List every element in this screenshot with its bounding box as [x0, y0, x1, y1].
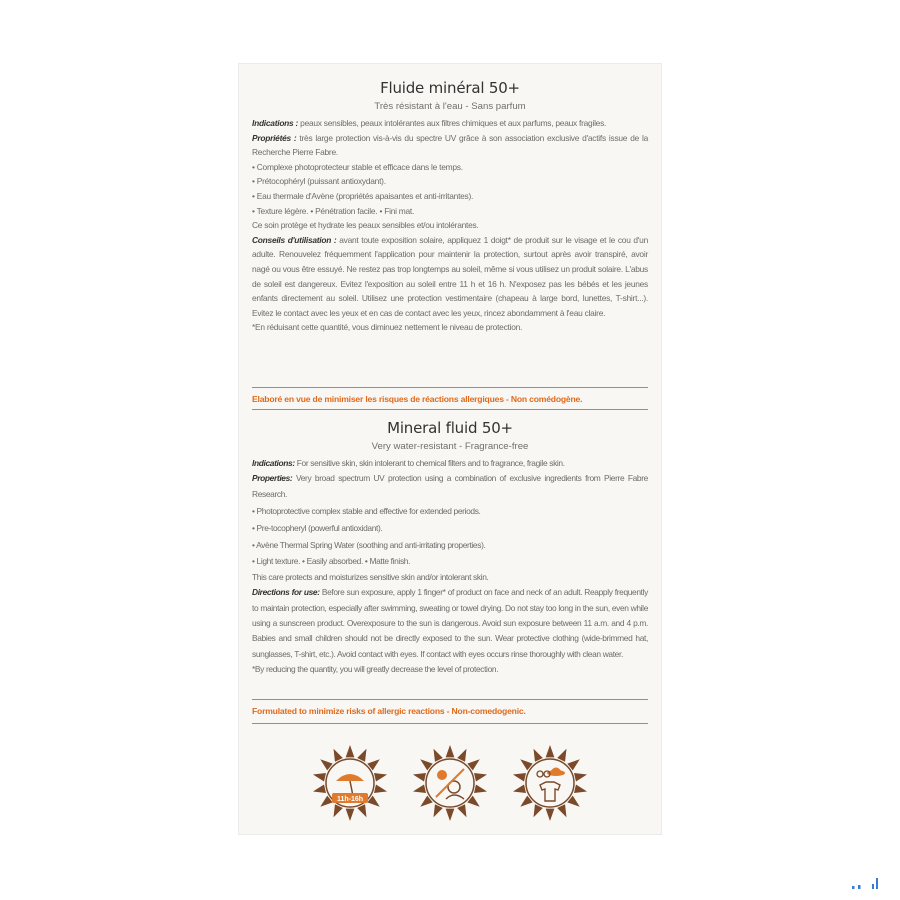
french-indications-text: peaux sensibles, peaux intolérantes aux filtres chimiques et aux parfums, peaux fragiles. [298, 118, 607, 128]
french-bullet: • Complexe photoprotecteur stable et efficace dans le temps. [252, 161, 463, 172]
french-directions-text: avant toute exposition solaire, appliquez 1 doigt* de produit sur le visage et le cou d'un adulte. Renouvelez fréquemment l'application pour maintenir la protection, surtout après avoir transpiré, avoir nagé ou vous être essuyé. Ne restez pas trop longtemps au soleil, même si vous utilisez un produit solaire. L'abus de soleil est dangereux. Evitez l'exposition au soleil entre 11 h et 16 h. N'exposez pas les bébés et les jeunes enfants directement au soleil. Utilisez une protection vestimentaire (chapeau à large bord, lunettes, T-shirt...). Evitez le contact avec les yeux et en cas de contact avec les yeux, rincez abondamment à l'eau claire. [252, 234, 648, 318]
english-properties [252, 471, 648, 502]
sun-baby-icon [410, 743, 490, 823]
english-bullet: • Avène Thermal Spring Water (soothing and anti-irritating properties). [252, 539, 486, 550]
english-properties-label: Properties: [252, 473, 293, 484]
french-bullet: • Eau thermale d'Avène (propriétés apaisantes et anti-irritantes). [252, 190, 474, 201]
divider [252, 387, 648, 388]
english-subtitle: Very water-resistant - Fragrance-free [371, 441, 529, 452]
sun-time-label: 11h-16h [336, 796, 364, 803]
english-section [252, 419, 648, 678]
french-section [252, 79, 648, 335]
english-title: Mineral fluid 50+ [387, 419, 513, 437]
french-bullet: • Prétocophéryl (puissant antioxydant). [252, 176, 386, 187]
english-indications [252, 456, 648, 471]
divider [252, 723, 648, 724]
sun-clothing-icon [510, 743, 590, 823]
french-properties-text: très large protection vis-à-vis du spectre UV grâce à son association exclusive d'actifs issue de la Recherche Pierre Fabre. [252, 132, 649, 158]
sun-umbrella-time-icon [310, 743, 390, 823]
french-properties-label: Propriétés : [252, 132, 297, 143]
divider [252, 699, 648, 700]
sun-safety-icons [310, 743, 590, 823]
english-directions-text: Before sun exposure, apply 1 finger* of product on face and neck of an adult. Reapply frequently to maintain protection, especially after swimming, sweating or towel drying. Do not stay too long in the sun, even while using a sunscreen product. Overexposure to the sun is dangerous. Avoid sun exposure between 11 a.m. and 4 p.m. Babies and small children should not be directly exposed to the sun. Wear protective clothing (wide-brimmed hat, sunglasses, T-shirt, etc.). Avoid contact with eyes. If contact with eyes occurs rinse thoroughly with clean water. [252, 587, 649, 659]
english-footnote: *By reducing the quantity, you will greatly decrease the level of protection. [252, 664, 499, 675]
french-subtitle: Très résistant à l'eau - Sans parfum [374, 101, 526, 112]
french-care-text: Ce soin protège et hydrate les peaux sensibles et/ou intolérantes. [252, 220, 479, 231]
english-claim: Formulated to minimize risks of allergic reactions - Non-comedogenic. [252, 706, 526, 716]
french-indications-label: Indications : [252, 118, 299, 128]
english-bullet: • Pre-tocopheryl (powerful antioxidant). [252, 522, 383, 533]
french-directions [252, 233, 648, 321]
english-properties-text: Very broad spectrum UV protection using a combination of exclusive ingredients from Pierre Fabre Research. [252, 473, 648, 499]
english-directions [252, 585, 648, 662]
english-directions-label: Directions for use: [252, 587, 320, 598]
french-bullet: • Texture légère. • Pénétration facile. • Fini mat. [252, 205, 415, 216]
english-care-text: This care protects and moisturizes sensitive skin and/or intolerant skin. [252, 571, 489, 582]
french-properties [252, 131, 648, 160]
english-bullet: • Photoprotective complex stable and effective for extended periods. [252, 505, 481, 516]
english-indications-text: For sensitive skin, skin intolerant to chemical filters and to fragrance, fragile skin. [294, 458, 565, 468]
french-footnote: *En réduisant cette quantité, vous diminuez nettement le niveau de protection. [252, 322, 523, 333]
english-bullet: • Light texture. • Easily absorbed. • Matte finish. [252, 556, 411, 567]
product-box-back [238, 63, 662, 835]
corner-mark-icon [852, 876, 892, 890]
french-directions-label: Conseils d'utilisation : [252, 234, 337, 245]
french-title: Fluide minéral 50+ [380, 79, 520, 97]
divider [252, 409, 648, 410]
french-indications [252, 116, 648, 131]
french-claim: Elaboré en vue de minimiser les risques de réactions allergiques - Non comédogène. [252, 394, 583, 404]
english-indications-label: Indications: [252, 458, 295, 468]
